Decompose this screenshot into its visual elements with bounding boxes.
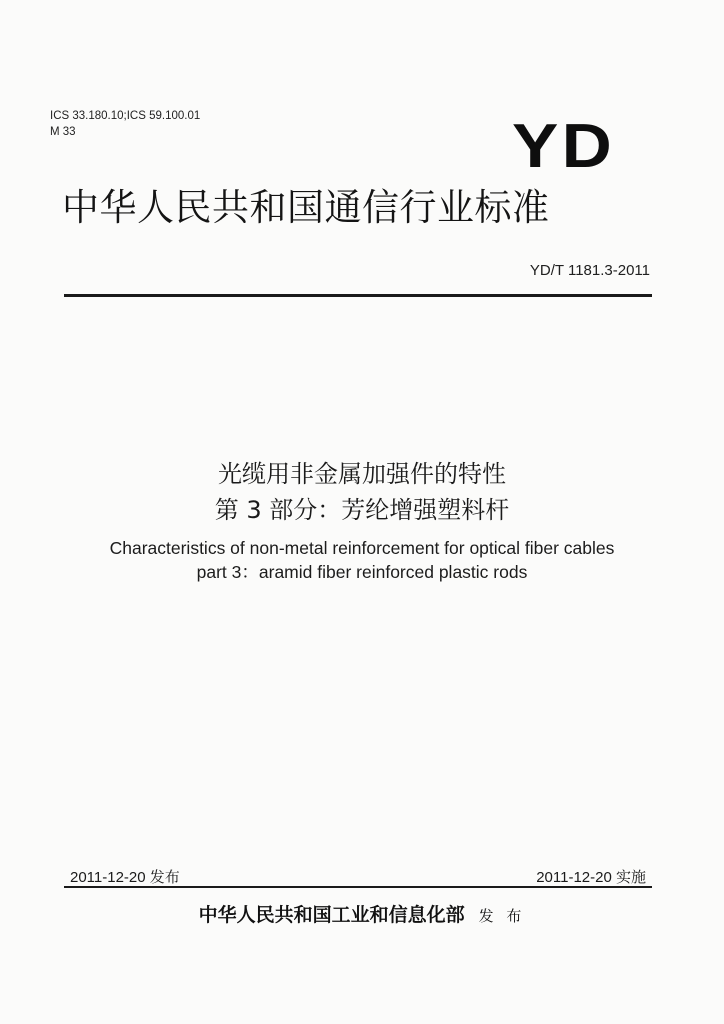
top-divider	[64, 294, 652, 297]
cn-title-line-2: 第 3 部分：芳纶增强塑料杆	[214, 496, 510, 524]
ics-codes	[50, 108, 200, 140]
ics-code: ICS 33.180.10;ICS 59.100.01	[50, 110, 201, 122]
document-title-block	[0, 456, 724, 584]
category-code: M 33	[50, 126, 76, 138]
issuer	[0, 900, 724, 927]
bottom-divider	[64, 886, 652, 888]
publish-label: 发 布	[478, 907, 526, 925]
implement-date: 2011-12-20 实施	[536, 869, 646, 886]
en-title-line-2: part 3：aramid fiber reinforced plastic rods	[196, 562, 528, 582]
issuer-name: 中华人民共和国工业和信息化部	[198, 904, 465, 926]
yd-logo: YD	[512, 112, 616, 181]
standard-number: YD/T 1181.3-2011	[529, 262, 650, 279]
en-title-line-1: Characteristics of non-metal reinforcement for optical fiber cables	[109, 538, 615, 558]
cn-title-line-1: 光缆用非金属加强件的特性	[218, 460, 506, 488]
page-title: 中华人民共和国通信行业标准	[62, 186, 550, 229]
issue-date: 2011-12-20 发布	[70, 869, 180, 886]
